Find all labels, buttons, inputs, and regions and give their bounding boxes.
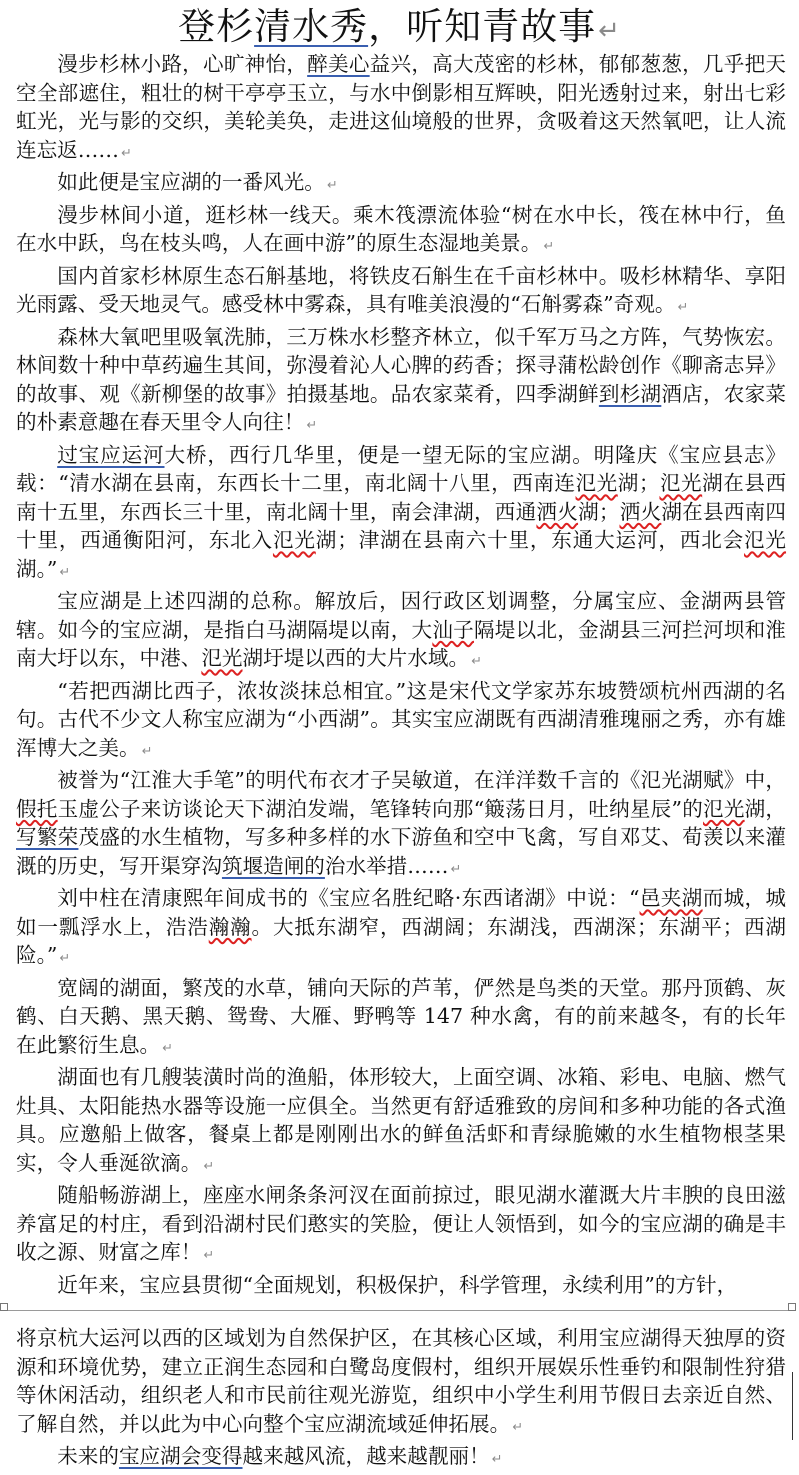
text-run: 湖；津湖在县南六十里，东通大运河，西北会 xyxy=(315,528,745,552)
text-run: 治水举措…… xyxy=(324,853,449,878)
text-run: 将京杭大运河以西的区域划为自然保护区，在其核心区域，利用宝应湖得天独厚的资源和环境优势，建立正润生态园和白鹭岛度假村，组织开展娱乐性垂钓和限制性狩猎等休闲活动，组织老人和市民前往观光游览，组织中小学生利用节假日去亲近自然、了解自然，并以此为中心向整个宝应湖流域延伸拓展。 xyxy=(16,1326,786,1436)
text-cursor xyxy=(792,1372,793,1440)
paragraph-mark-icon: ↵ xyxy=(203,1158,215,1174)
text-run: 越来越风流，越来越靓丽！ xyxy=(242,1444,490,1468)
text-run: 。大抵东湖窄，西湖阔；东湖浅，西湖深；东湖平；西湖险。” xyxy=(16,914,787,967)
text-run: 未来的 xyxy=(57,1444,119,1468)
text-run: 隔堤以北，金湖县三河拦河坝和淮南大圩以东，中港、 xyxy=(16,617,787,670)
paragraph-5 xyxy=(16,323,786,441)
paragraph-mark-icon: ↵ xyxy=(162,1040,173,1056)
spelling-flagged-text[interactable]: 汕子 xyxy=(432,617,474,642)
page-corner-marker-icon xyxy=(0,1303,8,1311)
paragraph-mark-icon: ↵ xyxy=(491,1452,503,1467)
grammar-flagged-text[interactable]: 醉美心 xyxy=(307,52,370,76)
paragraph-mark-icon: ↵ xyxy=(141,743,153,759)
text-run: 漫步林间小道，逛杉林一线天。乘木筏漂流体验“树在水中长，筏在林中行，鱼在水中跃，鸟在枝头鸣，人在画中游”的原生态湿地美景。 xyxy=(16,202,786,255)
text-run: 漫步杉林小路，心旷神怡， xyxy=(57,52,308,76)
paragraph-14-page-1 xyxy=(16,1271,786,1300)
text-run: 湖。” xyxy=(16,556,58,581)
paragraph-14-page-2 xyxy=(16,1324,786,1442)
text-run: 森林大氧吧里吸氧洗肺，三万株水杉整齐林立，似千军万马之方阵，气势恢宏。林间数十种中草药遍生其间，弥漫着沁人心脾的药香；探寻蒲松龄创作《聊斋志异》的故事、观《新柳堡的故事》拍摄基地。品农家菜肴，四季湖鲜 xyxy=(16,324,786,406)
text-run: 近年来，宝应县贯彻“全面规划，积极保护，科学管理，永续利用”的方针， xyxy=(57,1272,738,1297)
grammar-flagged-text[interactable]: 到杉湖 xyxy=(598,381,662,406)
paragraph-11 xyxy=(16,974,786,1064)
text-run: 随船畅游湖上，座座水闸条条河汊在面前掠过，眼见湖水灌溉大片丰腴的良田滋养富足的村庄，看到沿湖村民们憨实的笑脸，便让人领悟到，如今的宝应湖的确是丰收之源、财富之库！ xyxy=(16,1183,786,1264)
spelling-flagged-text[interactable]: 假托 xyxy=(16,796,58,821)
paragraph-mark-icon: ↵ xyxy=(543,239,555,254)
title-part-3: ，听知青故事 xyxy=(368,5,597,48)
text-run: 被誉为“江淮大手笔”的明代布衣才子吴敏道，在洋洋数千言的《氾光湖赋》中， xyxy=(57,768,786,792)
title-part-2-grammar-flagged: 清水秀 xyxy=(254,5,369,48)
paragraph-mark-icon: ↵ xyxy=(450,861,462,877)
paragraph-7 xyxy=(16,587,786,677)
paragraph-mark-icon: ↵ xyxy=(326,178,338,193)
text-run: 湖在县西南十五里，东西长三十里，南北阔十里，南会津湖，西通 xyxy=(16,471,787,524)
paragraph-13 xyxy=(16,1181,786,1271)
spelling-flagged-text[interactable]: 氾光 xyxy=(575,471,618,495)
paragraph-15 xyxy=(16,1442,786,1475)
text-run: 益兴，高大茂密的杉林，郁郁葱葱，几乎把天空全部遮住，粗壮的树干亭亭玉立，与水中倒影相互辉映，阳光透射过来，射出七彩虹光，光与影的交织，美轮美奂，走进这仙境般的世界，贪吸着这天然氧吧，让人流连忘返…… xyxy=(16,52,787,162)
paragraph-mark-icon: ↵ xyxy=(306,418,318,433)
paragraph-mark-icon: ↵ xyxy=(59,951,71,966)
text-run: 湖； xyxy=(578,499,620,524)
spelling-flagged-text[interactable]: 氾光 xyxy=(703,796,745,821)
text-run: 湖面也有几艘装潢时尚的渔船，体形较大，上面空调、冰箱、彩电、电脑、燃气灶具、太阳能热水器等设施一应俱全。当然更有舒适雅致的房间和多种功能的各式渔具。应邀船上做客，餐桌上都是刚刚出水的鲜鱼活虾和青绿脆嫩的水生植物根茎果实，令人垂涎欲滴。 xyxy=(16,1065,786,1175)
spelling-flagged-text[interactable]: 氾光 xyxy=(744,528,787,552)
text-run: 刘中柱在清康熙年间成书的《宝应名胜纪略·东西诸湖》中说：“ xyxy=(57,886,640,910)
grammar-flagged-text[interactable]: 宝应湖会变得 xyxy=(118,1444,243,1468)
paragraph-mark-icon: ↵ xyxy=(59,564,71,580)
paragraph-9 xyxy=(16,766,786,884)
page-break xyxy=(16,1301,786,1321)
paragraph-mark-icon: ↵ xyxy=(598,16,621,46)
paragraph-6 xyxy=(16,441,786,588)
spelling-flagged-text[interactable]: 氾光 xyxy=(659,471,703,495)
text-run: 大桥，西行几华里，便是一望无际的宝应湖。明隆庆《宝应县志》载：“清水湖在县南，东西长十二里，南北阔十八里，西南连 xyxy=(16,442,787,495)
text-run: 湖圩堤以西的大片水域。 xyxy=(242,646,470,670)
grammar-flagged-text[interactable]: 筑堰造闸的 xyxy=(221,853,325,878)
text-run: 玉虚公子来访谈论天下湖泊发端，笔锋转向那“簸荡日月，吐纳星辰”的 xyxy=(57,796,704,821)
text-run: 湖， xyxy=(744,796,787,821)
paragraph-4 xyxy=(16,262,786,323)
text-run: 湖； xyxy=(617,471,660,495)
text-run: 酒店，农家菜的朴素意趣在春天里令人向往！ xyxy=(16,381,787,434)
text-run: 茂盛的水生植物，写多种多样的水下游鱼和空中飞禽，写自邓艾、荀羡以来灌溉的历史，写开渠穿沟 xyxy=(16,825,786,878)
paragraph-mark-icon: ↵ xyxy=(120,145,132,161)
paragraph-2 xyxy=(16,168,786,201)
text-run: “若把西湖比西子，浓妆淡抹总相宜。”这是宋代文学家苏东坡赞颂杭州西湖的名句。古代不少文人称宝应湖为“小西湖”。其实宝应湖既有西湖清雅瑰丽之秀，亦有雄浑博大之美。 xyxy=(16,678,786,760)
paragraph-3 xyxy=(16,201,786,262)
grammar-flagged-text[interactable]: 写繁荣 xyxy=(16,825,79,849)
spelling-flagged-text[interactable]: 氾光 xyxy=(201,646,243,670)
paragraph-mark-icon: ↵ xyxy=(471,654,482,669)
page-boundary-line xyxy=(2,1310,794,1311)
paragraph-mark-icon: ↵ xyxy=(203,1248,215,1263)
title-part-1: 登杉 xyxy=(178,5,255,48)
paragraph-10 xyxy=(16,884,786,974)
spelling-flagged-text[interactable]: 邑夹湖 xyxy=(639,886,703,910)
spelling-flagged-text[interactable]: 洒火 xyxy=(536,499,579,524)
text-run: 宝应湖是上述四湖的总称。解放后，因行政区划调整，分属宝应、金湖两县管辖。如今的宝应湖，是指白马湖隔堤以南，大 xyxy=(16,589,786,642)
paragraph-mark-icon: ↵ xyxy=(677,300,689,315)
page-corner-marker-icon xyxy=(788,1303,796,1311)
paragraph-8 xyxy=(16,677,786,767)
spelling-flagged-text[interactable]: 氾光 xyxy=(272,528,316,552)
text-run: 国内首家杉林原生态石斛基地，将铁皮石斛生在千亩杉林中。吸杉林精华、享阳光雨露、受天地灵气。感受林中雾森，具有唯美浪漫的“石斛雾森”奇观。 xyxy=(16,263,786,316)
paragraph-1 xyxy=(16,50,786,168)
paragraph-12 xyxy=(16,1063,786,1181)
document-title xyxy=(0,2,799,56)
text-run: 而城，城如一瓢浮水上，浩浩 xyxy=(16,886,787,939)
document-body[interactable] xyxy=(16,50,786,1475)
text-run: 宽阔的湖面，繁茂的水草，铺向天际的芦苇，俨然是鸟类的天堂。那丹顶鹤、灰鹤、白天鹅、黑天鹅、鸳鸯、大雁、野鸭等 147 种水禽，有的前来越冬，有的长年在此繁衍生息。 xyxy=(16,975,786,1057)
grammar-flagged-text[interactable]: 过宝应运河 xyxy=(57,442,165,467)
paragraph-mark-icon: ↵ xyxy=(512,1419,523,1435)
spelling-flagged-text[interactable]: 瀚瀚 xyxy=(208,914,252,939)
text-run: 湖在县西南四十里，西通衡阳河，东北入 xyxy=(16,499,787,552)
text-run: 如此便是宝应湖的一番风光。 xyxy=(57,170,325,194)
spelling-flagged-text[interactable]: 洒火 xyxy=(619,499,662,524)
